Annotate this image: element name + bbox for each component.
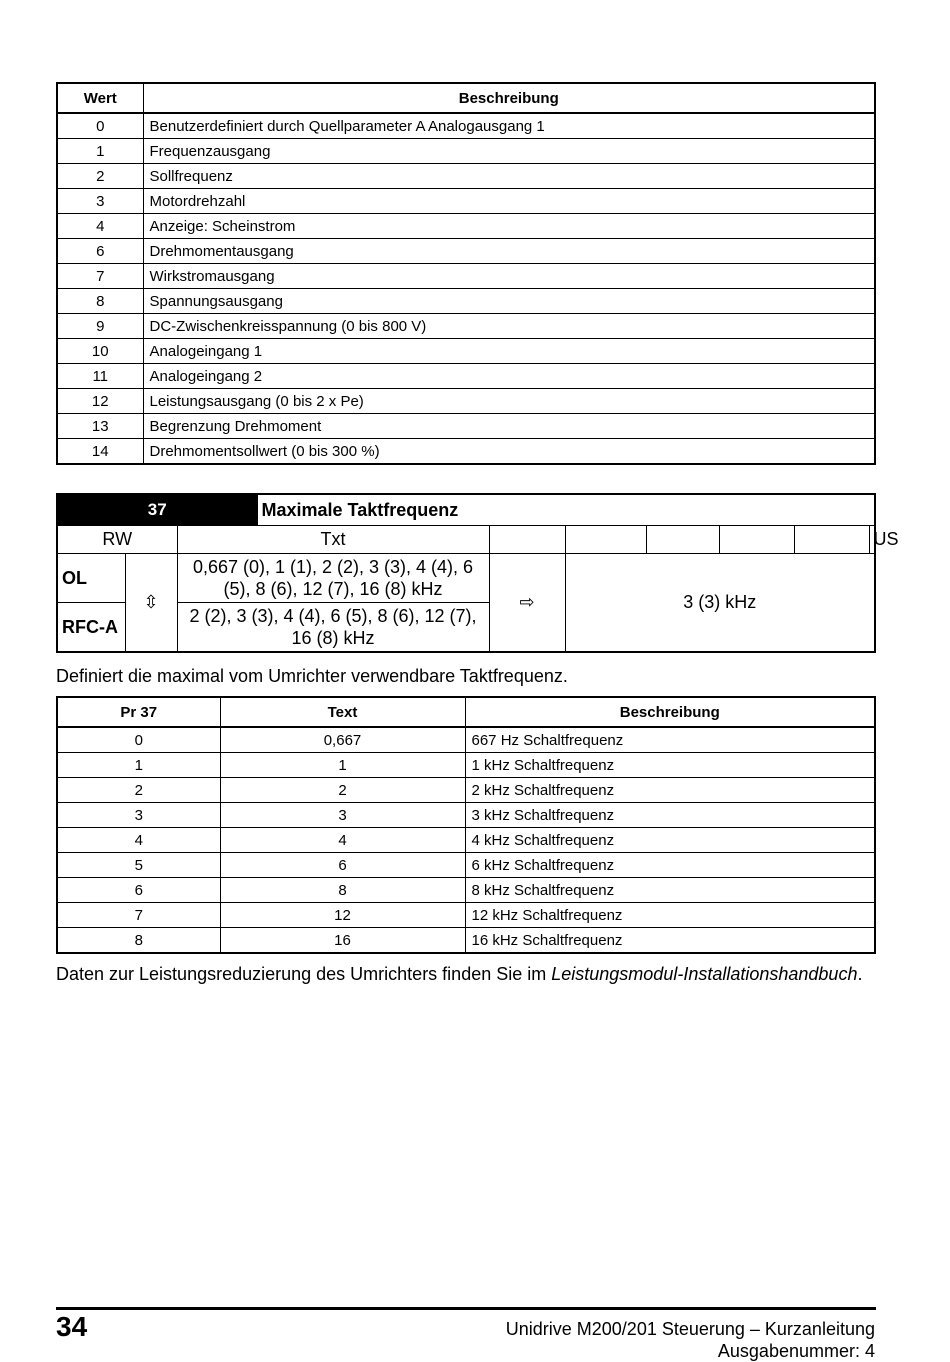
table-cell: 16: [220, 928, 465, 954]
flag-empty: [794, 526, 869, 554]
table-cell: 3: [57, 803, 220, 828]
table-cell: 0: [57, 113, 143, 139]
table-row: [57, 139, 875, 164]
table-cell: Anzeige: Scheinstrom: [143, 214, 875, 239]
table-cell: 8: [220, 878, 465, 903]
table-cell: 2: [57, 778, 220, 803]
table-cell: 3: [57, 189, 143, 214]
table-cell: 6: [220, 853, 465, 878]
table-header-row: [57, 697, 875, 727]
table-row: [57, 414, 875, 439]
footer-text: [506, 1318, 875, 1362]
table-cell: 8 kHz Schaltfrequenz: [465, 878, 875, 903]
table-cell: 12 kHz Schaltfrequenz: [465, 903, 875, 928]
table-cell: Wirkstromausgang: [143, 264, 875, 289]
parameter-description: Definiert die maximal vom Umrichter verwendbare Taktfrequenz.: [56, 666, 568, 686]
table-cell: 6: [57, 878, 220, 903]
parameter-flags-row: [57, 526, 875, 554]
table-cell: 3: [220, 803, 465, 828]
table-cell: 0,667: [220, 727, 465, 753]
table-cell: Leistungsausgang (0 bis 2 x Pe): [143, 389, 875, 414]
table-row: [57, 903, 875, 928]
table-cell: Begrenzung Drehmoment: [143, 414, 875, 439]
table-row: [57, 289, 875, 314]
table-cell: 10: [57, 339, 143, 364]
table-row: [57, 878, 875, 903]
flag-us: US: [869, 526, 875, 554]
column-header-wert: Wert: [57, 83, 143, 113]
table-cell: 6: [57, 239, 143, 264]
table-cell: 4: [57, 828, 220, 853]
mode-rfc-label: RFC-A: [57, 603, 125, 653]
table-row: [57, 339, 875, 364]
table-header-row: [57, 83, 875, 113]
table-cell: 1: [57, 139, 143, 164]
table-cell: 11: [57, 364, 143, 389]
table-row: [57, 314, 875, 339]
parameter-box: [56, 493, 899, 653]
table-cell: 1: [220, 753, 465, 778]
table-cell: Analogeingang 2: [143, 364, 875, 389]
table-cell: 4 kHz Schaltfrequenz: [465, 828, 875, 853]
table-body: [57, 113, 875, 464]
table-row: [57, 264, 875, 289]
flag-rw: RW: [57, 526, 177, 554]
table-row: [57, 239, 875, 264]
document-title: Unidrive M200/201 Steuerung – Kurzanleitung: [505, 1319, 875, 1339]
table-cell: 4: [57, 214, 143, 239]
table-row: [57, 853, 875, 878]
column-header-beschreibung: Beschreibung: [143, 83, 875, 113]
flag-empty: [489, 526, 565, 554]
mode-ol-label: OL: [57, 554, 125, 603]
default-arrow-icon: ⇨: [489, 554, 565, 653]
table-row: [57, 189, 875, 214]
flag-txt: Txt: [177, 526, 489, 554]
table-body: [57, 727, 875, 953]
table-cell: Spannungsausgang: [143, 289, 875, 314]
table-cell: 7: [57, 264, 143, 289]
mode-ol-range: 0,667 (0), 1 (1), 2 (2), 3 (3), 4 (4), 6 (5), 8 (6), 12 (7), 16 (8) kHz: [177, 554, 489, 603]
column-header-text: Text: [220, 697, 465, 727]
issue-number: Ausgabenummer: 4: [717, 1341, 875, 1361]
table-cell: 2 kHz Schaltfrequenz: [465, 778, 875, 803]
derating-note-end: .: [857, 964, 863, 984]
derating-note-text: Daten zur Leistungsreduzierung des Umrichters finden Sie im: [56, 964, 552, 984]
table-cell: Motordrehzahl: [143, 189, 875, 214]
footer-rule: [56, 1307, 876, 1310]
table-cell: 9: [57, 314, 143, 339]
switching-frequency-table: [56, 696, 876, 954]
table-cell: 5: [57, 853, 220, 878]
table-cell: 14: [57, 439, 143, 465]
table-cell: 8: [57, 928, 220, 954]
table-cell: 1 kHz Schaltfrequenz: [465, 753, 875, 778]
manual-reference: Leistungsmodul-Installationshandbuch: [551, 964, 858, 984]
table-cell: 7: [57, 903, 220, 928]
derating-note: [56, 962, 876, 986]
flag-empty: [565, 526, 646, 554]
mode-ol-row: [57, 554, 875, 603]
page-number: 34: [56, 1311, 88, 1342]
table-cell: DC-Zwischenkreisspannung (0 bis 800 V): [143, 314, 875, 339]
table-cell: 3 kHz Schaltfrequenz: [465, 803, 875, 828]
table-row: [57, 364, 875, 389]
table-row: [57, 803, 875, 828]
parameter-header-row: [57, 494, 875, 526]
range-arrow-icon: ⇳: [125, 554, 177, 653]
table-row: [57, 164, 875, 189]
default-value: 3 (3) kHz: [565, 554, 875, 653]
table-cell: 4: [220, 828, 465, 853]
table-cell: 667 Hz Schaltfrequenz: [465, 727, 875, 753]
table-cell: Frequenzausgang: [143, 139, 875, 164]
flag-empty: [646, 526, 719, 554]
flag-empty: [719, 526, 794, 554]
parameter-title: Maximale Taktfrequenz: [257, 494, 875, 526]
table-cell: Sollfrequenz: [143, 164, 875, 189]
table-row: [57, 727, 875, 753]
table-cell: 12: [57, 389, 143, 414]
table-cell: 2: [220, 778, 465, 803]
table-cell: 0: [57, 727, 220, 753]
table-cell: 16 kHz Schaltfrequenz: [465, 928, 875, 954]
table-row: [57, 778, 875, 803]
table-cell: Drehmomentsollwert (0 bis 300 %): [143, 439, 875, 465]
table-cell: 8: [57, 289, 143, 314]
table-cell: Benutzerdefiniert durch Quellparameter A Analogausgang 1: [143, 113, 875, 139]
table-cell: 2: [57, 164, 143, 189]
parameter-number: 37: [57, 494, 257, 526]
table-row: [57, 214, 875, 239]
table-cell: 12: [220, 903, 465, 928]
column-header-beschreibung: Beschreibung: [465, 697, 875, 727]
table-row: [57, 928, 875, 954]
column-header-pr37: Pr 37: [57, 697, 220, 727]
table-cell: 6 kHz Schaltfrequenz: [465, 853, 875, 878]
value-description-table: [56, 82, 876, 465]
table-cell: Drehmomentausgang: [143, 239, 875, 264]
mode-rfc-range: 2 (2), 3 (3), 4 (4), 6 (5), 8 (6), 12 (7), 16 (8) kHz: [177, 603, 489, 653]
table-row: [57, 113, 875, 139]
table-row: [57, 389, 875, 414]
table-cell: 13: [57, 414, 143, 439]
table-row: [57, 753, 875, 778]
table-row: [57, 439, 875, 465]
table-cell: Analogeingang 1: [143, 339, 875, 364]
table-cell: 1: [57, 753, 220, 778]
table-row: [57, 828, 875, 853]
